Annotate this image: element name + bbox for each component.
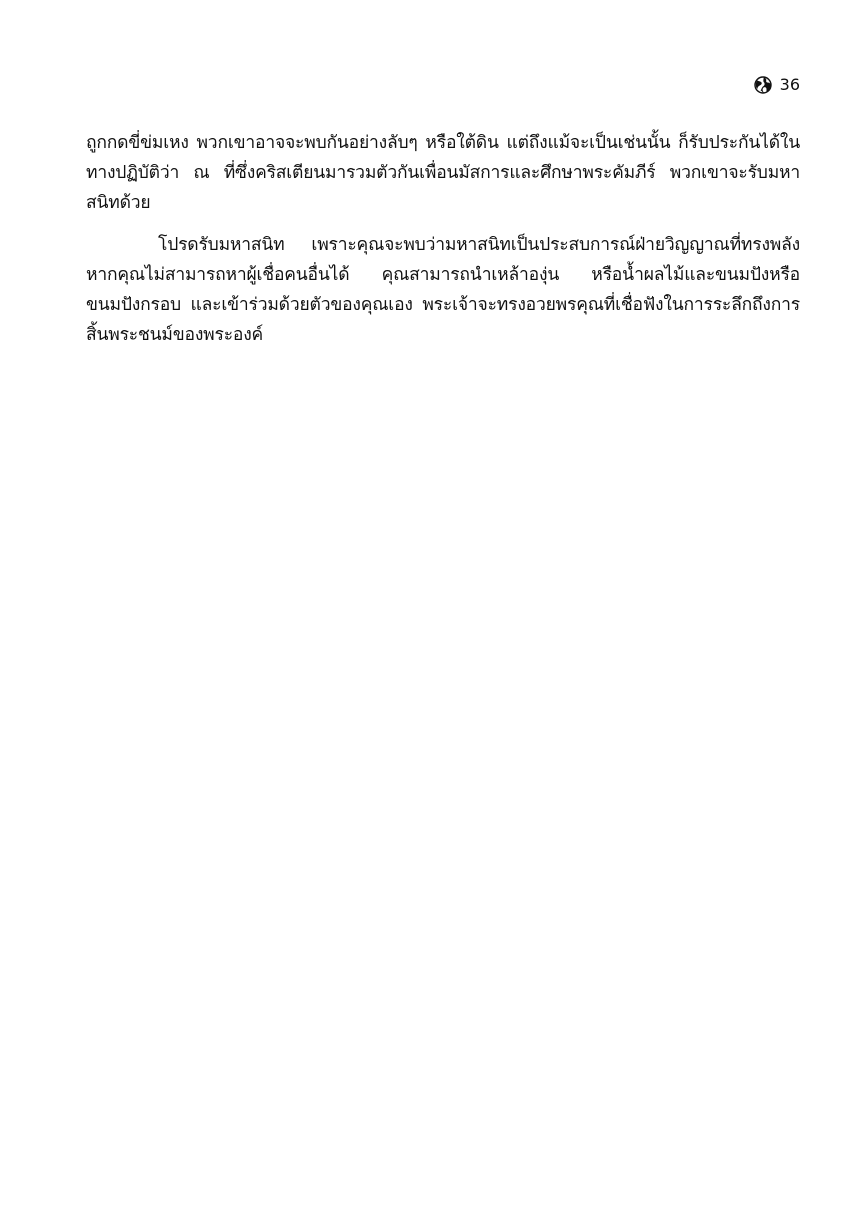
document-body xyxy=(86,128,800,362)
page-number: 36 xyxy=(779,75,800,94)
globe-icon xyxy=(754,76,772,94)
page-header xyxy=(754,75,800,94)
paragraph-1: ถูกกดขี่ข่มเหง พวกเขาอาจจะพบกันอย่างลับๆ หรือใต้ดิน แต่ถึงแม้จะเป็นเช่นนั้น ก็รับประกันได้ในทางปฏิบัติว่า ณ ที่ซึ่งคริสเตียนมารวมตัวกันเพื่อนมัสการและศึกษาพระคัมภีร์ พวกเขาจะรับมหาสนิทด้วย xyxy=(86,133,800,213)
paragraph-2: โปรดรับมหาสนิท เพราะคุณจะพบว่ามหาสนิทเป็นประสบการณ์ฝ่ายวิญญาณที่ทรงพลัง หากคุณไม่สามารถหาผู้เชื่อคนอื่นได้ คุณสามารถนำเหล้าองุ่น หรือน้ำผลไม้และขนมปังหรือขนมปังกรอบ และเข้าร่วมด้วยตัวของคุณเอง พระเจ้าจะทรงอวยพรคุณที่เชื่อฟังในการระลึกถึงการสิ้นพระชนม์ของพระองค์ xyxy=(86,235,800,345)
